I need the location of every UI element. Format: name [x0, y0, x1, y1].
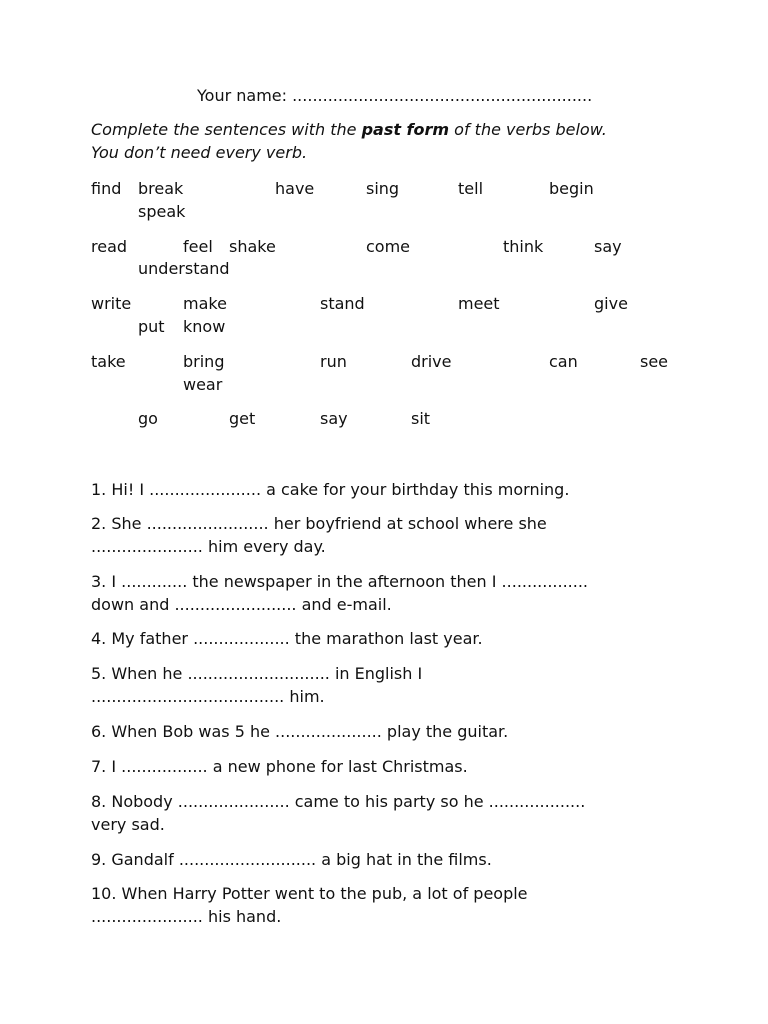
- sentence-line: 10. When Harry Potter went to the pub, a lot of people: [91, 884, 528, 903]
- verb-item: think: [503, 237, 544, 256]
- sentence-3: [91, 570, 588, 616]
- verb-item: stand: [320, 294, 365, 313]
- sentence-10: [91, 882, 528, 928]
- verb-item: tell: [458, 179, 484, 198]
- verb-item: see: [640, 352, 669, 371]
- verb-item: say: [594, 237, 622, 256]
- verb-item: shake: [229, 237, 276, 256]
- verb-item: come: [366, 237, 411, 256]
- verb-item: give: [594, 294, 628, 313]
- sentence-6: [91, 720, 508, 743]
- verb-item: run: [320, 352, 347, 371]
- sentence-line: 2. She ........................ her boyfriend at school where she: [91, 514, 547, 533]
- sentence-1: [91, 478, 569, 501]
- sentence-line: 6. When Bob was 5 he ..................... play the guitar.: [91, 722, 509, 741]
- verb-item: put: [138, 317, 165, 336]
- sentence-line: 7. I ................. a new phone for last Christmas.: [91, 757, 468, 776]
- verb-item: make: [183, 294, 227, 313]
- verb-item: sing: [366, 179, 400, 198]
- verb-item: wear: [183, 375, 223, 394]
- verb-item: understand: [138, 259, 230, 278]
- verb-item: meet: [458, 294, 500, 313]
- verb-item: break: [138, 179, 184, 198]
- sentence-line: 9. Gandalf ........................... a big hat in the films.: [91, 850, 492, 869]
- sentence-line: 5. When he ............................ in English I: [91, 664, 423, 683]
- instruction-line2: You don’t need every verb.: [91, 143, 308, 162]
- verb-item: find: [91, 179, 122, 198]
- sentence-line: ...................... him every day.: [91, 537, 326, 556]
- name-field-line: Your name: ...........................................................: [197, 86, 593, 105]
- sentence-4: [91, 627, 483, 650]
- verb-item: can: [549, 352, 578, 371]
- verb-item: feel: [183, 237, 213, 256]
- sentence-7: [91, 755, 468, 778]
- verb-item: get: [229, 409, 256, 428]
- verb-item: have: [275, 179, 315, 198]
- verb-item: speak: [138, 202, 186, 221]
- verb-item: take: [91, 352, 126, 371]
- verb-item: go: [138, 409, 158, 428]
- instructions: [91, 118, 607, 164]
- sentence-line: down and ........................ and e-mail.: [91, 595, 392, 614]
- sentence-8: [91, 790, 585, 836]
- verb-item: write: [91, 294, 132, 313]
- instruction-emphasis: past form: [361, 120, 450, 139]
- verb-item: drive: [411, 352, 452, 371]
- verb-item: read: [91, 237, 128, 256]
- sentence-9: [91, 848, 492, 871]
- sentence-line: 1. Hi! I ...................... a cake for your birthday this morning.: [91, 480, 570, 499]
- sentence-line: 3. I ............. the newspaper in the afternoon then I .................: [91, 572, 589, 591]
- sentence-5: [91, 662, 422, 708]
- verb-item: say: [320, 409, 348, 428]
- instruction-text-end: of the verbs below.: [449, 120, 607, 139]
- sentence-line: 4. My father ................... the marathon last year.: [91, 629, 483, 648]
- sentence-line: very sad.: [91, 815, 165, 834]
- verb-item: sit: [411, 409, 431, 428]
- sentence-line: ...................... his hand.: [91, 907, 282, 926]
- sentence-line: 8. Nobody ...................... came to his party so he ...................: [91, 792, 586, 811]
- verb-item: bring: [183, 352, 225, 371]
- verb-item: begin: [549, 179, 594, 198]
- instruction-text: Complete the sentences with the: [91, 120, 362, 139]
- sentence-line: ...................................... him.: [91, 687, 325, 706]
- sentence-2: [91, 512, 547, 558]
- verb-item: know: [183, 317, 226, 336]
